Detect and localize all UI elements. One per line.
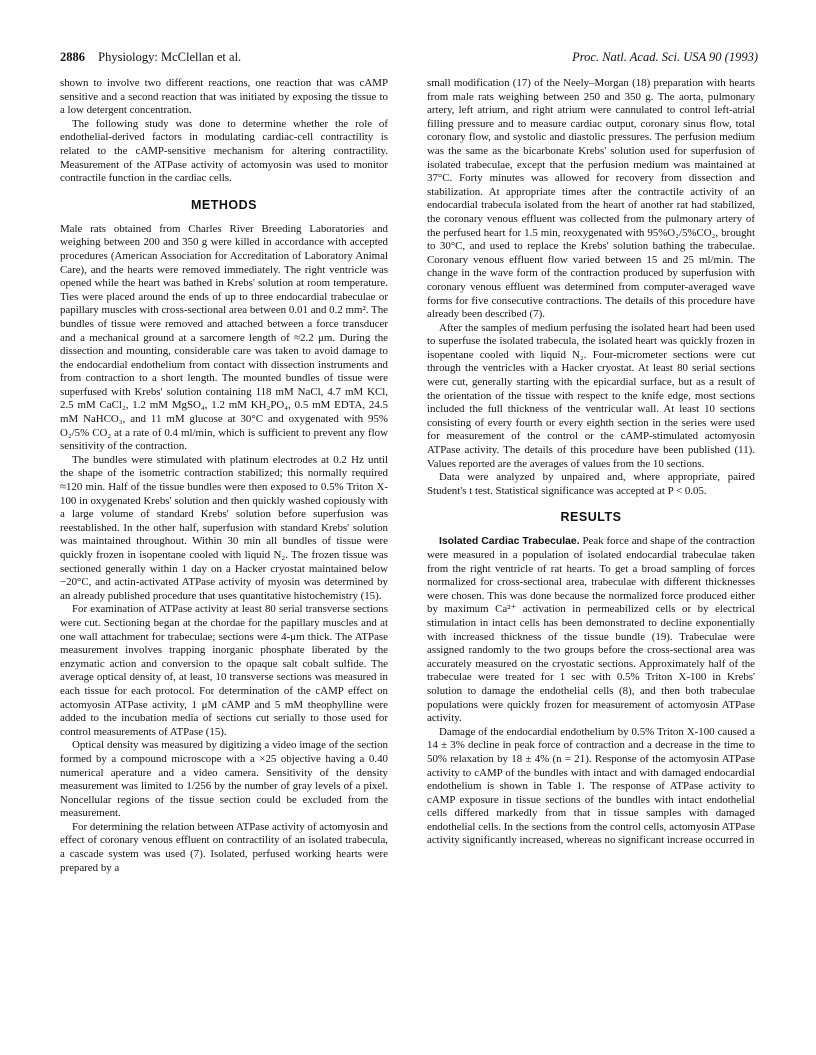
methods-paragraph-1: Male rats obtained from Charles River Breeding Laboratories and weighing between 200 and 350 g were killed in accordance with accepted procedures (American Association for Accreditation of Laboratory Animal Care), and the hearts were removed immediately. The right ventricle was opened while the heart was bathed in Krebs' solution at room temperature. Ties were placed around the ends of up to three endocardial trabeculae or papillary muscles with cross-sectional area between 0.01 and 0.2 mm². The bundles of tissue were removed and attached between a force transducer and a mechanical ground at a sarcomere length of ≈2.2 μm. During the dissection and mounting, considerable care was taken to avoid damage to the endocardial endothelium from contact with dissection instruments and from contraction to a short length. The mounted bundles of tissue were superfused with Krebs' solution containing 118 mM NaCl, 4.7 mM KCl, 2.5 mM CaCl₂, 1.2 mM MgSO₄, 1.2 mM KH₂PO₄, 0.5 mM EDTA, 24.5 mM NaHCO₃, and 11 mM glucose at 30°C and oxygenated with 95% O₂/5% CO₂ at a rate of 0.4 ml/min, which is sufficient to prevent any flow sensitivity of the contraction.	[60, 222, 388, 453]
results-paragraph-2: Damage of the endocardial endothelium by 0.5% Triton X-100 caused a 14 ± 3% decline in peak force of contraction and a decrease in the time to 50% relaxation by 18 ± 4% (n = 21). Response of the actomyosin ATPase activity to cAMP of the bundles with intact and with damaged endocardial endothelium is shown in Table 1. The response of ATPase activity to cAMP exposure in tissue sections of the bundles with intact endothelial cells differed markedly from that in tissue samples with damaged endothelial cells. In the sections from the control cells, actomyosin ATPase activity significantly increased, whereas no significant increase occurred in	[427, 725, 755, 847]
left-column	[60, 77, 388, 875]
results-run-in-heading: Isolated Cardiac Trabeculae.	[439, 536, 580, 548]
intro-paragraph-2: The following study was done to determine whether the role of endothelial-derived factors in modulating cardiac-cell contractility is related to the cAMP-sensitive mechanism for altering contractility. Measurement of the ATPase activity of actomyosin was used to monitor contractile function in the cardiac cells.	[60, 117, 388, 185]
running-header-left	[60, 50, 241, 65]
methods-paragraph-3: For examination of ATPase activity at least 80 serial transverse sections were cut. Sectioning began at the chordae for the papillary muscles and at one wall attachment for trabeculae; sections were 4-μm thick. The ATPase measurement involves trapping inorganic phosphate liberated by the enzymatic action and conversion to the opaque salt cobalt sulfide. The average optical density of, at least, 10 transverse sections was measured in each tissue for each protocol. For determination of the cAMP effect on actomyosin ATPase activity, 1 μM cAMP and 5 mM theophylline were added to the incubation media of sections cut serially to those used for control measurements of ATPase (15).	[60, 603, 388, 738]
methods-paragraph-8: Data were analyzed by unpaired and, where appropriate, paired Student's t test. Statistical significance was accepted at P < 0.05.	[427, 471, 755, 497]
running-title: Physiology: McClellan et al.	[98, 50, 242, 64]
running-header-right	[572, 50, 758, 65]
journal-citation: Proc. Natl. Acad. Sci. USA 90 (1993)	[572, 50, 758, 64]
results-heading: RESULTS	[560, 510, 622, 525]
methods-heading: METHODS	[191, 197, 257, 212]
results-paragraph-1-text: Peak force and shape of the contraction were measured in a population of isolated endocardial trabeculae taken from the right ventricle of rat hearts. To get a broad sampling of forces normalized for cross-sectional area, trabeculae with different thicknesses were chosen. This was done because the normalized force produced either by maximum Ca²⁺ activation in permeabilized cells or by electrical stimulation in intact cells has been demonstrated to decline exponentially with increased thickness of the tissue bundle (19). Trabeculae were assigned randomly to the two groups before the cross-sectional area was accurately measured on the cryostatic sections. Approximately half of the trabeculae were treated for 1 sec with 0.5% Triton X-100 in Krebs' solution to damage the endothelial cells (8), and then both trabeculae populations were quickly frozen for measurement of actomyosin ATPase activity.	[427, 535, 755, 725]
page-number: 2886	[60, 50, 85, 64]
methods-paragraph-4: Optical density was measured by digitizing a video image of the section formed by a compound microscope with a ×25 objective having a 0.40 numerical aperature and a video camera. Sensitivity of the density measurement was limited to 1/256 by the number of gray levels of a pixel. Noncellular regions of the tissue section could be excluded from the measurement.	[60, 739, 388, 820]
methods-paragraph-7: After the samples of medium perfusing the isolated heart had been used to superfuse the isolated trabecula, the isolated heart was quickly frozen in isopentane cooled with liquid N₂. Four-micrometer sections were cut through the ventricles with a Hacker cryostat. At least 80 serial sections were cut, generally starting with the epicardial surface, but as a result of the orientation of the tissue with respect to the knife edge, most sections included the full thickness of the ventricular wall. At least 10 sections consisting of every fourth or every eighth section in the series were used for measurement of the control or the cAMP-stimulated actomyosin ATPase activity. The details of this procedure have been published (11). Values reported are the averages of values from the 10 sections.	[427, 321, 755, 470]
right-column	[427, 77, 755, 848]
intro-paragraph-1: shown to involve two different reactions, one reaction that was cAMP sensitive and a second reaction that was initiated by exposing the tissue to a low detergent concentration.	[60, 77, 388, 117]
results-paragraph-1	[427, 535, 755, 725]
methods-paragraph-6: small modification (17) of the Neely–Morgan (18) preparation with hearts from male rats weighing between 250 and 350 g. The aorta, pulmonary artery, left atrium, and right atrium were cannulated to control left-atrial filling pressure and to measure cardiac output, coronary sinus flow, total coronary flow, and systolic and diastolic pressures. The perfusion medium was the same as the bicarbonate Krebs' solution used for superfusion of isolated trabeculae, except that the perfusion medium was maintained at 37°C. Forty minutes was allowed for recovery from dissection and stabilization. At appropriate times after the contractile activity of an endocardial trabecula isolated from the heart of another rat had stabilized, the coronary venous effluent was collected from the pulmonary artery of the perfused heart for 1.5 min, reoxygenated with 95%O₂/5%CO₂, brought to 30°C, and used to replace the Krebs' solution bathing the trabeculae. Coronary venous effluent flow varied between 15 and 25 ml/min. The change in the wave form of the contraction produced by superfusion with coronary venous effluent was determined from computer-averaged wave forms for five consecutive contractions. The details of this procedure have already been described (7).	[427, 77, 755, 321]
methods-paragraph-5: For determining the relation between ATPase activity of actomyosin and effect of coronary venous effluent on contractility of an isolated trabecula, a cascade system was used (7). Isolated, perfused working hearts were prepared by a	[60, 820, 388, 874]
methods-paragraph-2: The bundles were stimulated with platinum electrodes at 0.2 Hz until the shape of the isometric contraction stabilized; this normally required ≈120 min. Half of the tissue bundles were then exposed to 0.5% Triton X-100 in oxygenated Krebs' solution and then quickly washed copiously with a large volume of standard Krebs' solution before superfusion was reestablished. In the other half, superfusion with standard Krebs' solution was maintained throughout. Within 30 min all bundles of tissue were quickly frozen in isopentane cooled with liquid N₂. The frozen tissue was sectioned generally within 1 day on a Hacker cryostat maintained below −20°C, and actin-activated ATPase activity of myosin was determined by an already published procedure that uses quantitative histochemistry (15).	[60, 453, 388, 602]
